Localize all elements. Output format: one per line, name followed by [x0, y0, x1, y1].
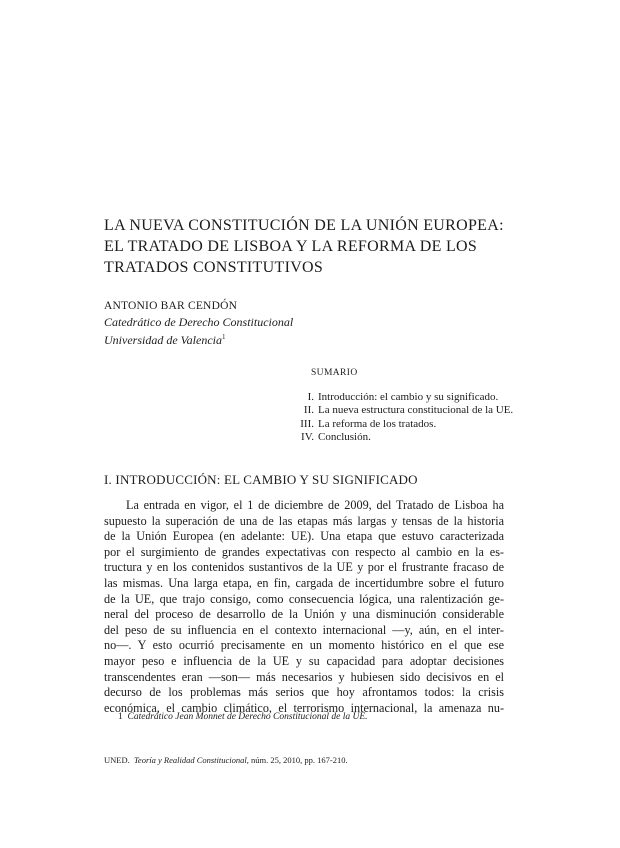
author-block [104, 299, 293, 349]
section-heading: I. INTRODUCCIÓN: EL CAMBIO Y SU SIGNIFICADO [104, 472, 418, 487]
body-line: del peso de su influencia en el contexto internacional —y, aún, en el inter- [104, 622, 504, 637]
body-line: mayor peso e influencia de la UE y su capacidad para adoptar decisiones [104, 653, 504, 668]
summary-item-number: IV. [301, 431, 314, 443]
summary-box [298, 367, 514, 445]
body-line: decurso de los problemas más serios que hoy afrontamos todos: la crisis [104, 685, 504, 700]
body-paragraph [104, 498, 504, 716]
body-line: de la UE, que trajo consigo, como consecuencia lógica, una ralentización ge- [104, 591, 504, 606]
summary-item [298, 431, 514, 445]
summary-item-text: La nueva estructura constitucional de la UE. [318, 404, 514, 416]
body-line: neral del proceso de desarrollo de la Unión y una disminución considerable [104, 607, 504, 622]
footnote-reference[interactable]: 1 [221, 333, 226, 341]
body-line: tructura y en los contenidos sustantivos de la UE y por el frustrante fracaso de [104, 560, 504, 575]
footnote-mark: 1 [118, 712, 123, 722]
body-line: La entrada en vigor, el 1 de diciembre de 2009, del Tratado de Lisboa ha [126, 498, 504, 512]
article-title [104, 215, 524, 278]
footnote [118, 712, 368, 722]
title-line: LA NUEVA CONSTITUCIÓN DE LA UNIÓN EUROPEA: [104, 217, 504, 234]
body-line: supuesto la superación de una de las etapas más largas y tensas de la historia [104, 513, 504, 528]
summary-item-text: La reforma de los tratados. [318, 417, 437, 430]
body-line: las mismas. Una larga etapa, en fin, cargada de incertidumbre sobre el futuro [104, 575, 504, 590]
body-line: por el surgimiento de grandes expectativas con respecto al cambio en la es- [104, 544, 504, 559]
title-line: EL TRATADO DE LISBOA Y LA REFORMA DE LOS [104, 238, 478, 255]
summary-item [298, 418, 514, 432]
author-affiliation: Universidad de Valencia [104, 333, 222, 347]
body-line: transcendentes eran —son— más necesarios y hubiesen sido decisivos en el [104, 669, 504, 684]
summary-item-text: Introducción: el cambio y su significado. [318, 390, 499, 403]
body-line: de la Unión Europea (en adelante: UE). Una etapa que estuvo caracterizada [104, 529, 504, 544]
summary-label: SUMARIO [311, 368, 358, 378]
summary-item-number: II. [303, 404, 314, 416]
summary-item [298, 391, 514, 405]
body-line: no—. Y esto ocurrió precisamente en un momento histórico en el que ese [104, 638, 504, 653]
summary-item [298, 404, 514, 418]
footer-journal: Teoría y Realidad Constitucional [133, 755, 247, 765]
summary-item-number: I. [307, 390, 314, 403]
summary-item-text: Conclusión. [318, 431, 371, 443]
footer-citation: , núm. 25, 2010, pp. 167-210. [246, 755, 348, 765]
author-position: Catedrático de Derecho Constitucional [104, 314, 294, 329]
footnote-text: Catedrático Jean Monnet de Derecho Constitucional de la UE. [127, 712, 368, 722]
summary-item-number: III. [300, 417, 314, 430]
title-line: TRATADOS CONSTITUTIVOS [104, 259, 324, 276]
page-footer [104, 755, 348, 765]
footer-prefix: UNED. [104, 755, 130, 765]
author-name: ANTONIO BAR CENDÓN [104, 300, 238, 312]
author-affiliation-line [104, 330, 293, 349]
body-line: económica, el cambio climático, el terrorismo internacional, la amenaza nu- [104, 700, 504, 715]
